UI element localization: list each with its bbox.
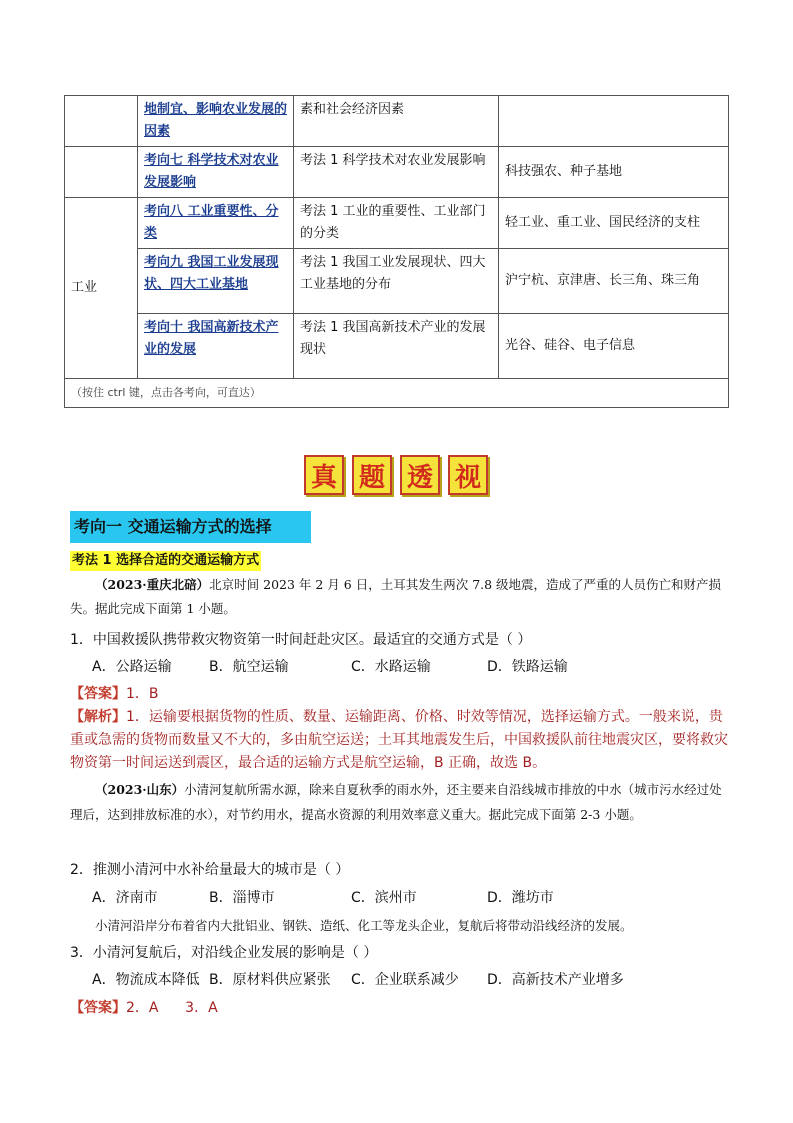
option: A．公路运输 bbox=[92, 659, 172, 675]
method-cell: 素和社会经济因素 bbox=[294, 96, 499, 147]
topic-link[interactable]: 考向九 我国工业发展现状、四大工业基地 bbox=[144, 255, 279, 292]
method-cell: 考法 1 我国高新技术产业的发展现状 bbox=[294, 314, 499, 379]
option: C．滨州市 bbox=[351, 890, 417, 906]
banner-char: 题 bbox=[352, 455, 392, 495]
topic-link-cell[interactable] bbox=[138, 314, 294, 379]
question-2-options bbox=[92, 887, 554, 909]
option: B．淄博市 bbox=[209, 890, 275, 906]
answer-text: 1．B bbox=[126, 686, 159, 702]
table-cell bbox=[65, 96, 138, 147]
method-cell: 考法 1 我国工业发展现状、四大工业基地的分布 bbox=[294, 249, 499, 314]
question-3: 3．小清河复航后，对沿线企业发展的影响是（ ） bbox=[70, 945, 378, 961]
table-row bbox=[65, 147, 729, 198]
table-row bbox=[65, 96, 729, 147]
topic-link[interactable]: 地制宜、影响农业发展的因素 bbox=[144, 102, 288, 139]
banner-char: 真 bbox=[304, 455, 344, 495]
method-cell: 考法 1 工业的重要性、工业部门的分类 bbox=[294, 198, 499, 249]
passage-text: 小清河复航所需水源，除来自夏秋季的雨水外，还主要来自沿线城市排放的中水（城市污水经过处理后，达到排放标准的水），对节约用水，提高水资源的利用效率意义重大。据此完成下面第 2-3 小题。 bbox=[70, 782, 722, 822]
analysis-1 bbox=[70, 706, 730, 775]
topic-link[interactable]: 考向八 工业重要性、分类 bbox=[144, 204, 279, 241]
method-cell: 考法 1 科学技术对农业发展影响 bbox=[294, 147, 499, 198]
answer-tag: 【答案】 bbox=[70, 686, 126, 702]
option: A．济南市 bbox=[92, 890, 158, 906]
keyword-cell: 光谷、硅谷、电子信息 bbox=[499, 314, 729, 379]
topic-link-cell[interactable] bbox=[138, 249, 294, 314]
section-title: 考向一 交通运输方式的选择 bbox=[70, 511, 311, 543]
option: C．企业联系减少 bbox=[351, 972, 459, 988]
analysis-text: 1．运输要根据货物的性质、数量、运输距离、价格、时效等情况，选择运输方式。一般来说，贵重或急需的货物而数量又不大的，多由航空运送；土耳其地震发生后，中国救援队前往地震灾区，要将救灾物资第一时间运送到震区，最合适的运输方式是航空运输，B 正确，故选 B。 bbox=[70, 709, 728, 771]
keyword-cell: 科技强农、种子基地 bbox=[499, 147, 729, 198]
question-1: 1．中国救援队携带救灾物资第一时间赶赴灾区。最适宜的交通方式是（ ） bbox=[70, 632, 532, 648]
topic-link[interactable]: 考向七 科学技术对农业发展影响 bbox=[144, 153, 279, 190]
table-row bbox=[65, 249, 729, 314]
banner-char: 视 bbox=[448, 455, 488, 495]
table-note: （按住 ctrl 键，点击各考向，可直达） bbox=[65, 379, 729, 408]
passage-source: （2023·重庆北碚） bbox=[95, 577, 210, 592]
topic-link-cell[interactable] bbox=[138, 198, 294, 249]
passage-source: （2023·山东） bbox=[95, 782, 185, 797]
topic-link-cell[interactable] bbox=[138, 96, 294, 147]
topic-link[interactable]: 考向十 我国高新技术产业的发展 bbox=[144, 320, 279, 357]
option: D．潍坊市 bbox=[487, 890, 554, 906]
option: B．原材料供应紧张 bbox=[209, 972, 331, 988]
table-row bbox=[65, 314, 729, 379]
question-2: 2．推测小清河中水补给量最大的城市是（ ） bbox=[70, 862, 350, 878]
section-banner bbox=[304, 455, 488, 495]
passage-1 bbox=[70, 573, 730, 621]
question-1-options bbox=[92, 656, 568, 678]
method-label: 考法 1 选择合适的交通运输方式 bbox=[70, 551, 261, 571]
industry-label: 工业 bbox=[65, 198, 138, 379]
option: B．航空运输 bbox=[209, 659, 289, 675]
table-row bbox=[65, 198, 729, 249]
answer-text: 2．A 3．A bbox=[126, 1000, 218, 1016]
option: A．物流成本降低 bbox=[92, 972, 200, 988]
answer-2 bbox=[70, 997, 218, 1019]
topic-table bbox=[64, 95, 729, 408]
keyword-cell: 轻工业、重工业、国民经济的支柱 bbox=[499, 198, 729, 249]
keyword-cell bbox=[499, 96, 729, 147]
option: D．铁路运输 bbox=[487, 659, 568, 675]
passage-3: 小清河沿岸分布着省内大批铝业、钢铁、造纸、化工等龙头企业，复航后将带动沿线经济的发展。 bbox=[95, 918, 633, 933]
banner-char: 透 bbox=[400, 455, 440, 495]
answer-tag: 【答案】 bbox=[70, 1000, 126, 1016]
table-cell bbox=[65, 147, 138, 198]
question-3-options bbox=[92, 969, 624, 991]
answer-1 bbox=[70, 683, 159, 705]
passage-2 bbox=[70, 777, 730, 827]
topic-link-cell[interactable] bbox=[138, 147, 294, 198]
keyword-cell: 沪宁杭、京津唐、长三角、珠三角 bbox=[499, 249, 729, 314]
analysis-tag: 【解析】 bbox=[70, 709, 126, 725]
table-row bbox=[65, 379, 729, 408]
passage-text: 北京时间 2023 年 2 月 6 日，土耳其发生两次 7.8 级地震，造成了严重的人员伤亡和财产损失。据此完成下面第 1 小题。 bbox=[70, 577, 722, 616]
option: C．水路运输 bbox=[351, 659, 431, 675]
option: D．高新技术产业增多 bbox=[487, 972, 624, 988]
